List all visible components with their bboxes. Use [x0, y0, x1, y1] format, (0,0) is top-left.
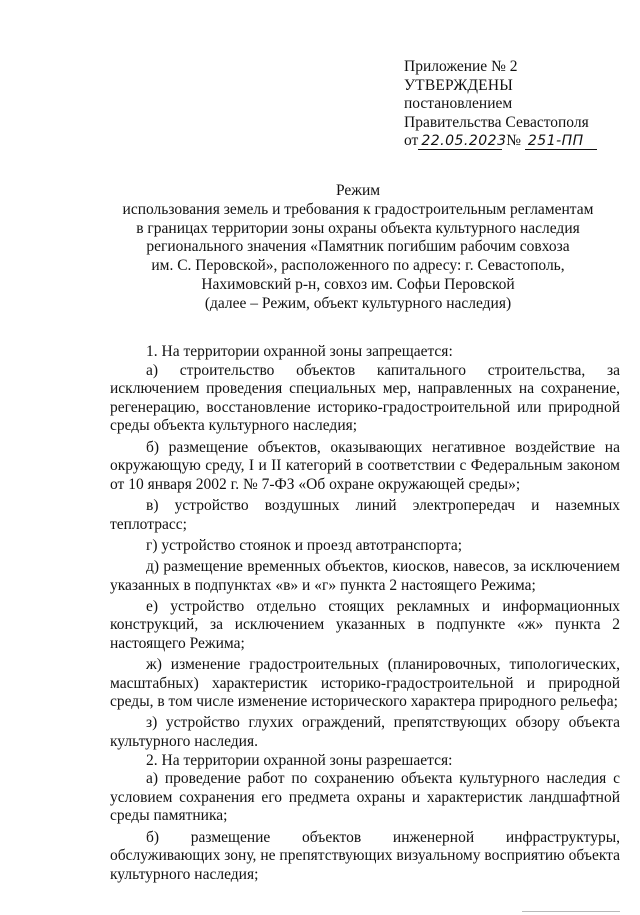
title-line: регионального значения «Памятник погибшим рабочим совхоза	[146, 238, 570, 256]
title-line: (далее – Режим, объект культурного наследия)	[204, 294, 512, 312]
approved-by-label: постановлением	[404, 95, 513, 113]
list-item: з) устройство глухих ограждений, препятствующих обзору объекта культурного наследия.	[110, 714, 620, 751]
list-item: д) размещение временных объектов, киосков, навесов, за исключением указанных в подпунктах «в» и «г» пункта 2 настоящего Режима;	[110, 557, 620, 594]
title-heading: Режим	[335, 182, 381, 199]
list-item: а) строительство объектов капитального строительства, за исключением проведения специальных мер, направленных на сохранение, регенерацию, восстановление историко-градостроительной или природной среды объекта культурного наследия;	[110, 361, 620, 435]
section-heading: 2. На территории охранной зоны разрешается:	[146, 751, 453, 769]
list-item: а) проведение работ по сохранению объекта культурного наследия с условием сохранения его предмета охраны и характеристик ландшафтной среды памятника;	[110, 770, 620, 825]
list-item: е) устройство отдельно стоящих рекламных и информационных конструкций, за исключением указанных в подпункте «ж» пункта 2 настоящего Режима;	[110, 597, 620, 652]
approved-label: УТВЕРЖДЕНЫ	[404, 76, 513, 94]
scan-edge-mark	[522, 911, 620, 912]
section-heading: 1. На территории охранной зоны запрещается:	[146, 343, 453, 360]
list-item: б) размещение объектов, оказывающих негативное воздействие на окружающую среду, I и II категорий в соответствии с Федеральным законом от 10 января 2002 г. № 7-ФЗ «Об охране окружающей среды»;	[110, 438, 620, 493]
list-item: г) устройство стоянок и проезд автотранспорта;	[146, 536, 463, 554]
authority-label: Правительства Севастополя	[404, 113, 589, 131]
approval-stamp	[404, 58, 597, 151]
list-item: в) устройство воздушных линий электропередач и наземных теплотрасс;	[110, 496, 620, 533]
title-line: использования земель и требования к градостроительным регламентам	[122, 200, 594, 218]
list-item: б) размещение объектов инженерной инфраструктуры, обслуживающих зону, не препятствующих визуальному восприятию объекта культурного наследия;	[110, 828, 620, 883]
document-title	[96, 182, 620, 314]
from-prefix: от	[404, 132, 419, 150]
title-line: в границах территории зоны охраны объекта культурного наследия	[136, 219, 580, 237]
title-line: им. С. Перовской», расположенного по адресу: г. Севастополь,	[151, 257, 565, 275]
decree-line	[404, 132, 597, 151]
decree-number-handwritten: 251-ПП	[525, 133, 597, 150]
document-body	[110, 343, 620, 884]
title-line: Нахимовский р-н, совхоз им. Софьи Перовской	[201, 275, 515, 293]
list-item: ж) изменение градостроительных (планировочных, типологических, масштабных) характеристик историко-градостроительной и природной среды, в том числе изменение исторического характера природного рельефа;	[110, 656, 620, 711]
decree-date-handwritten: 22.05.2023	[418, 133, 502, 150]
number-prefix: №	[506, 132, 521, 150]
appendix-label: Приложение № 2	[404, 58, 518, 75]
